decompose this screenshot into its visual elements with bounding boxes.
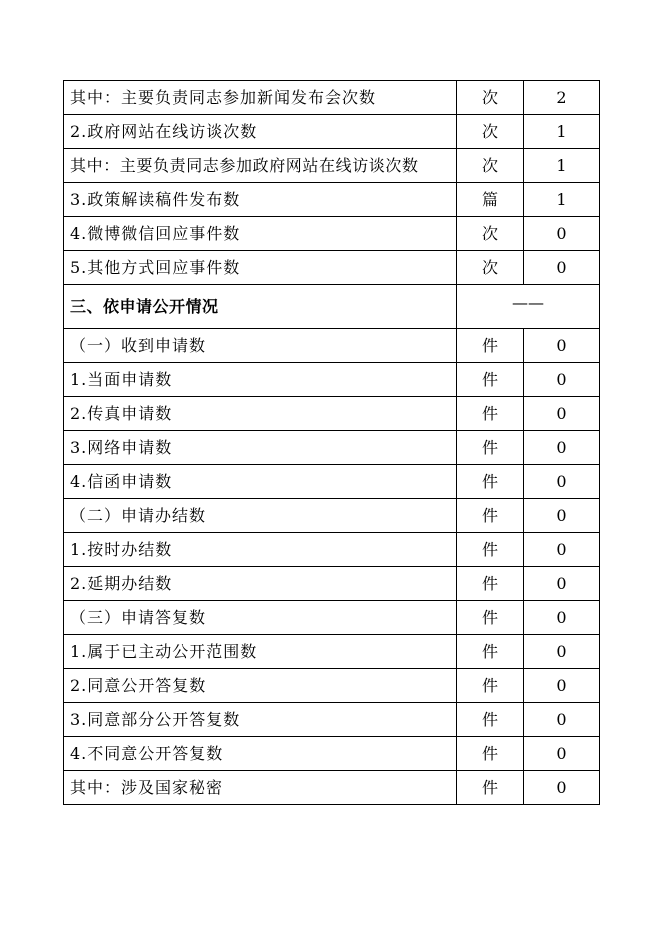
unit-cell: 件 [457,431,524,465]
value-cell: 0 [524,251,600,285]
unit-cell: 件 [457,771,524,805]
value-cell: 0 [524,431,600,465]
value-cell: 0 [524,703,600,737]
unit-cell: 件 [457,601,524,635]
table-row [64,397,600,431]
table-row [64,737,600,771]
unit-cell: 件 [457,567,524,601]
value-cell: 0 [524,533,600,567]
item-label: （一）收到申请数 [64,329,457,363]
unit-cell: 件 [457,669,524,703]
unit-cell: 件 [457,635,524,669]
section-header-row [64,285,600,329]
value-cell: 0 [524,217,600,251]
table-row [64,601,600,635]
item-label: 5.其他方式回应事件数 [64,251,457,285]
table-row [64,533,600,567]
item-label: 3.政策解读稿件发布数 [64,183,457,217]
table-row [64,431,600,465]
value-cell: 0 [524,567,600,601]
value-cell: 0 [524,669,600,703]
item-label: （二）申请办结数 [64,499,457,533]
table-row [64,115,600,149]
unit-cell: 件 [457,737,524,771]
item-label: 4.不同意公开答复数 [64,737,457,771]
table-row [64,363,600,397]
item-label: 其中：涉及国家秘密 [64,771,457,805]
value-cell: 0 [524,499,600,533]
table-row [64,669,600,703]
value-cell: 0 [524,635,600,669]
table-row [64,499,600,533]
table-row [64,81,600,115]
unit-cell: 件 [457,465,524,499]
table-row [64,251,600,285]
value-cell: 0 [524,397,600,431]
unit-cell: 件 [457,363,524,397]
value-cell: 0 [524,737,600,771]
table-row [64,217,600,251]
item-label: 3.同意部分公开答复数 [64,703,457,737]
table-row [64,149,600,183]
table-row [64,183,600,217]
item-label: 4.信函申请数 [64,465,457,499]
value-cell: 2 [524,81,600,115]
unit-cell: 次 [457,251,524,285]
statistics-table [63,80,600,805]
value-cell: 0 [524,363,600,397]
item-label: 4.微博微信回应事件数 [64,217,457,251]
section-dash: —— [457,285,600,329]
value-cell: 0 [524,601,600,635]
value-cell: 0 [524,465,600,499]
item-label: 2.政府网站在线访谈次数 [64,115,457,149]
value-cell: 0 [524,771,600,805]
value-cell: 1 [524,149,600,183]
unit-cell: 件 [457,499,524,533]
unit-cell: 次 [457,149,524,183]
item-label: 1.按时办结数 [64,533,457,567]
unit-cell: 次 [457,115,524,149]
table-row [64,567,600,601]
value-cell: 0 [524,329,600,363]
unit-cell: 篇 [457,183,524,217]
item-label: 2.延期办结数 [64,567,457,601]
item-label: 其中：主要负责同志参加新闻发布会次数 [64,81,457,115]
item-label: 3.网络申请数 [64,431,457,465]
item-label: （三）申请答复数 [64,601,457,635]
table-row [64,771,600,805]
unit-cell: 次 [457,81,524,115]
unit-cell: 件 [457,329,524,363]
table-row [64,635,600,669]
item-label: 其中：主要负责同志参加政府网站在线访谈次数 [64,149,457,183]
table-row [64,465,600,499]
unit-cell: 件 [457,397,524,431]
unit-cell: 件 [457,533,524,567]
item-label: 2.同意公开答复数 [64,669,457,703]
unit-cell: 件 [457,703,524,737]
value-cell: 1 [524,183,600,217]
table-row [64,703,600,737]
table-row [64,329,600,363]
value-cell: 1 [524,115,600,149]
item-label: 1.当面申请数 [64,363,457,397]
unit-cell: 次 [457,217,524,251]
item-label: 2.传真申请数 [64,397,457,431]
section-title: 三、依申请公开情况 [64,285,457,329]
item-label: 1.属于已主动公开范围数 [64,635,457,669]
